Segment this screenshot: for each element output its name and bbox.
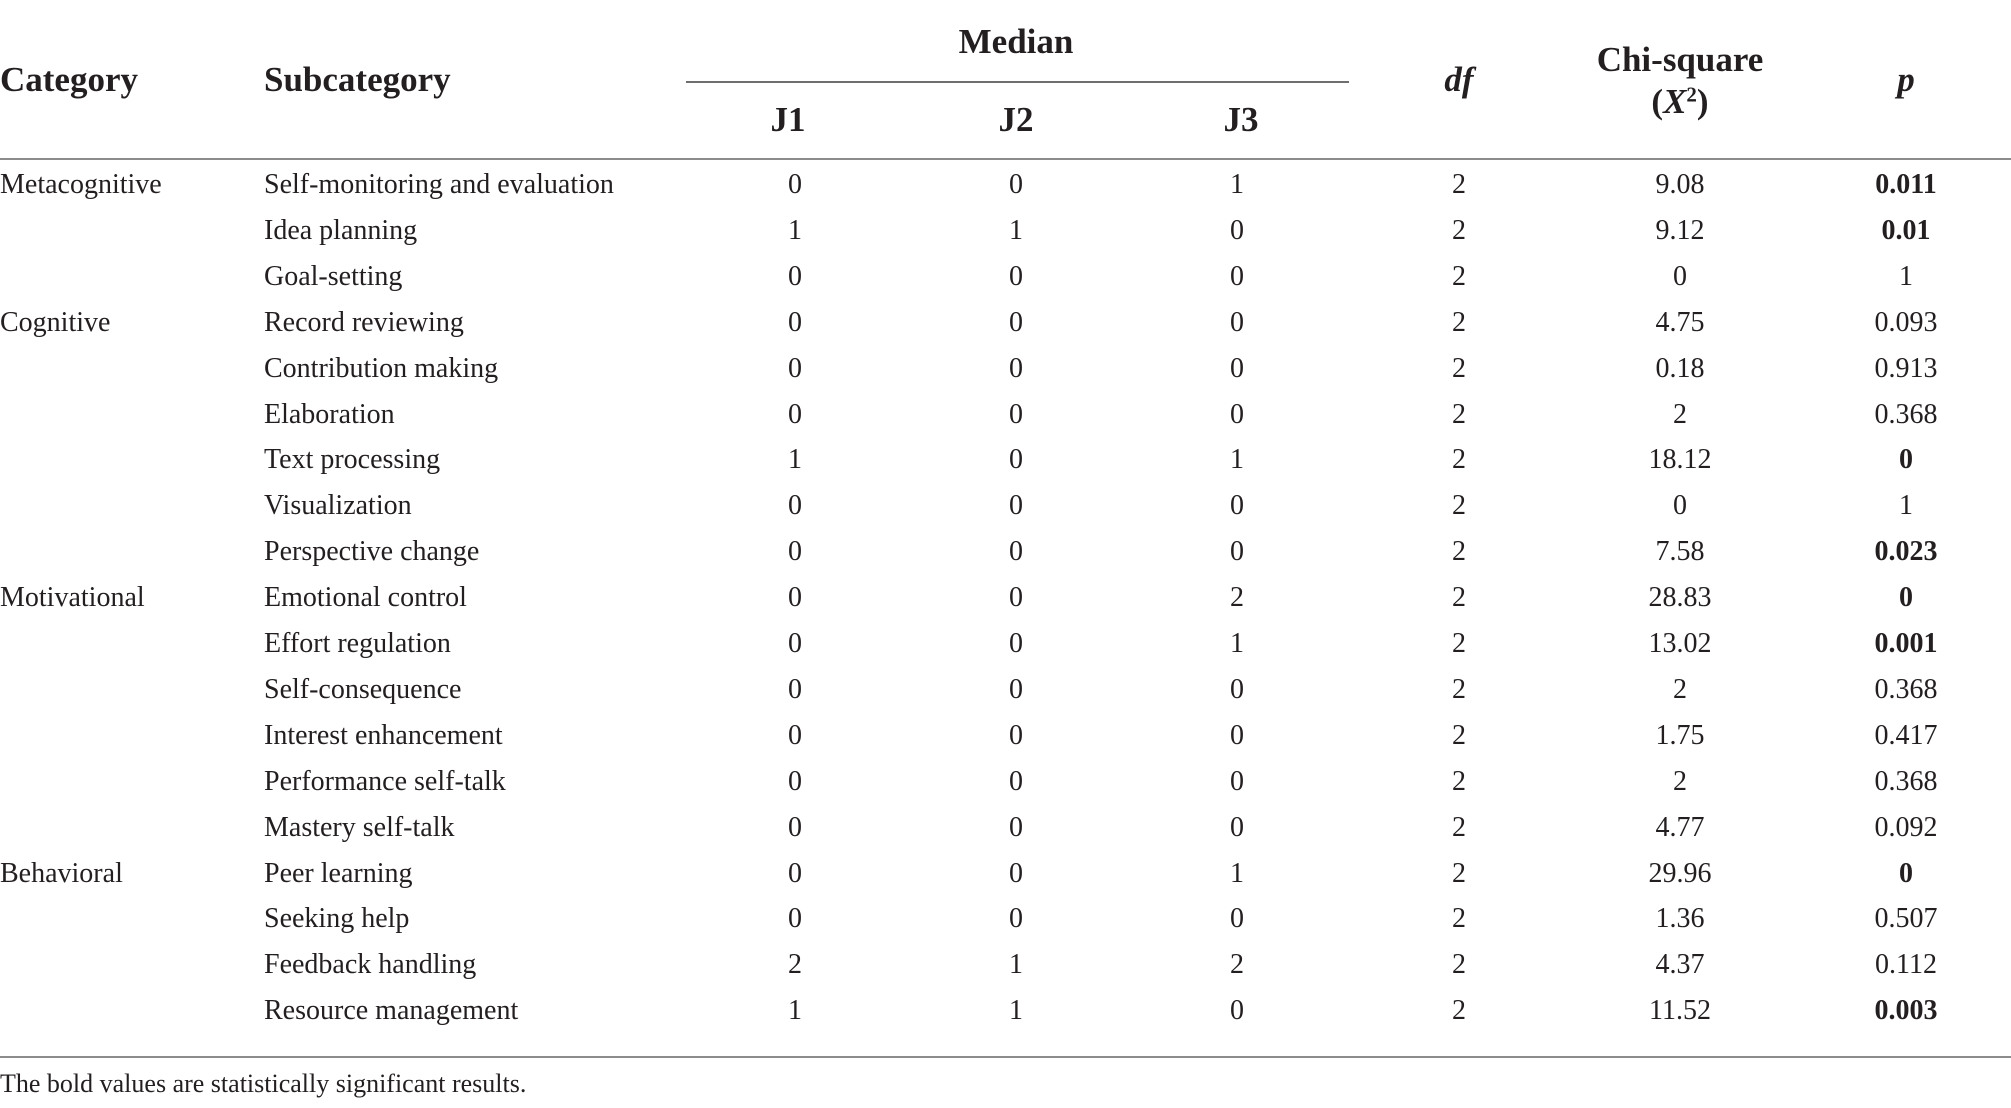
df-cell: 2 [1452,673,1466,705]
j2-cell: 0 [1009,673,1023,705]
j1-cell: 0 [788,536,802,568]
chi-square-cell: 11.52 [1649,995,1711,1027]
j2-cell: 0 [1009,169,1023,200]
p-value-cell: 0.093 [1874,306,1938,338]
header-chi-square-line2: $(X^2)$ [1651,82,1709,121]
table-row [0,851,2011,897]
subcategory-cell: Feedback handling [264,949,477,981]
df-cell: 2 [1452,811,1466,843]
chi-square-cell: 4.75 [1655,306,1705,338]
p-value-cell: 0.023 [1874,536,1938,568]
j1-cell: 0 [788,260,802,292]
p-value-cell: 0.507 [1874,903,1938,935]
j1-cell: 0 [788,352,802,384]
j3-cell: 0 [1230,398,1244,430]
category-cell: Cognitive [0,306,111,338]
j2-cell: 0 [1009,536,1023,568]
subcategory-cell: Interest enhancement [264,719,503,751]
subcategory-cell: Record reviewing [264,306,464,338]
subcategory-cell: Mastery self-talk [264,811,455,843]
p-value-cell: 0 [1899,857,1913,889]
chi-square-cell: 2 [1673,398,1687,430]
j3-cell: 1 [1230,857,1244,889]
j1-cell: 0 [788,719,802,751]
table-row [0,254,2011,300]
p-value-cell: 0 [1899,444,1913,476]
j3-cell: 0 [1230,673,1244,705]
subcategory-cell: Contribution making [264,352,499,384]
j1-cell: 0 [788,398,802,430]
df-cell: 2 [1452,949,1466,981]
table-row [0,300,2011,346]
chi-square-cell: 4.77 [1655,811,1705,843]
j2-cell: 0 [1009,260,1023,292]
p-value-cell: 0.001 [1874,628,1938,659]
subcategory-cell: Self-consequence [264,673,462,705]
chi-square-cell: 0 [1673,490,1687,522]
table-row [0,208,2011,254]
table-row [0,988,2011,1034]
j3-cell: 0 [1230,490,1244,522]
j3-cell: 1 [1230,444,1244,476]
subcategory-cell: Performance self-talk [264,765,506,797]
j2-cell: 0 [1009,857,1023,889]
header-j3: J3 [1223,100,1259,139]
p-value-cell: 0.112 [1875,949,1937,981]
df-cell: 2 [1452,903,1466,935]
j2-cell: 0 [1009,765,1023,797]
j3-cell: 0 [1230,260,1244,292]
df-cell: 2 [1452,169,1466,200]
j1-cell: 0 [788,306,802,338]
j2-cell: 0 [1009,582,1023,614]
chi-square-cell: 2 [1673,673,1687,705]
j1-cell: 0 [788,765,802,797]
p-value-cell: 0.913 [1874,352,1938,384]
j2-cell: 0 [1009,903,1023,935]
chi-square-cell: 7.58 [1655,536,1705,568]
chi-square-cell: 9.12 [1655,214,1705,246]
j3-cell: 0 [1230,995,1244,1027]
j2-cell: 0 [1009,490,1023,522]
header-j1: J1 [770,100,806,139]
header-median: Median [958,22,1074,61]
subcategory-cell: Peer learning [264,857,413,889]
df-cell: 2 [1452,398,1466,430]
p-value-cell: 0.368 [1874,673,1938,705]
subcategory-cell: Emotional control [264,582,467,614]
df-cell: 2 [1452,214,1466,246]
subcategory-cell: Elaboration [264,398,395,430]
j2-cell: 0 [1009,352,1023,384]
j2-cell: 0 [1009,306,1023,338]
j1-cell: 0 [788,582,802,614]
df-cell: 2 [1452,306,1466,338]
subcategory-cell: Idea planning [264,214,418,246]
header-p: p [1897,60,1915,99]
subcategory-cell: Text processing [264,444,441,476]
j3-cell: 2 [1230,949,1244,981]
df-cell: 2 [1452,444,1466,476]
j1-cell: 0 [788,811,802,843]
j3-cell: 1 [1230,169,1244,200]
df-cell: 2 [1452,857,1466,889]
chi-square-cell: 4.37 [1655,949,1705,981]
table-row [0,162,2011,208]
j3-cell: 0 [1230,903,1244,935]
subcategory-cell: Goal-setting [264,260,403,292]
j3-cell: 0 [1230,765,1244,797]
table-row [0,805,2011,851]
p-value-cell: 0.092 [1874,811,1938,843]
table-row [0,529,2011,575]
table-row [0,575,2011,621]
subcategory-cell: Resource management [264,995,519,1027]
df-cell: 2 [1452,260,1466,292]
j2-cell: 1 [1009,995,1023,1027]
chi-square-cell: 28.83 [1648,582,1712,614]
subcategory-cell: Visualization [264,490,412,522]
j2-cell: 0 [1009,628,1023,659]
j2-cell: 0 [1009,719,1023,751]
p-value-cell: 1 [1899,260,1913,292]
df-cell: 2 [1452,490,1466,522]
j1-cell: 0 [788,673,802,705]
header-category: Category [0,60,139,99]
j3-cell: 0 [1230,536,1244,568]
table-row [0,392,2011,438]
header-j2: J2 [998,100,1034,139]
p-value-cell: 0.368 [1874,765,1938,797]
j1-cell: 0 [788,490,802,522]
j1-cell: 0 [788,169,802,200]
p-value-cell: 0.01 [1881,214,1931,246]
category-cell: Metacognitive [0,169,162,200]
chi-square-cell: 13.02 [1648,628,1712,659]
j1-cell: 0 [788,628,802,659]
p-value-cell: 0 [1899,582,1913,614]
category-cell: Behavioral [0,857,123,889]
table-row [0,483,2011,529]
table-row [0,942,2011,988]
median-underline [686,81,1349,83]
df-cell: 2 [1452,582,1466,614]
j3-cell: 0 [1230,214,1244,246]
df-cell: 2 [1452,536,1466,568]
j2-cell: 0 [1009,811,1023,843]
p-value-cell: 0.011 [1875,169,1937,200]
p-value-cell: 0.003 [1874,995,1938,1027]
p-value-cell: 1 [1899,490,1913,522]
j1-cell: 0 [788,857,802,889]
subcategory-cell: Seeking help [264,903,410,935]
header-bottom-rule [0,158,2011,160]
chi-square-cell: 1.36 [1655,903,1705,935]
table-row [0,346,2011,392]
table-row [0,713,2011,759]
j1-cell: 1 [788,214,802,246]
df-cell: 2 [1452,765,1466,797]
chi-square-cell: 1.75 [1655,719,1705,751]
subcategory-cell: Effort regulation [264,628,451,659]
table-row [0,759,2011,805]
j3-cell: 0 [1230,719,1244,751]
j1-cell: 2 [788,949,802,981]
j3-cell: 2 [1230,582,1244,614]
subcategory-cell: Self-monitoring and evaluation [264,169,614,200]
header-df: df [1444,60,1474,99]
j3-cell: 0 [1230,352,1244,384]
j1-cell: 0 [788,903,802,935]
table-row [0,896,2011,942]
j2-cell: 0 [1009,444,1023,476]
j3-cell: 0 [1230,306,1244,338]
df-cell: 2 [1452,719,1466,751]
table-row [0,437,2011,483]
chi-square-cell: 0 [1673,260,1687,292]
j1-cell: 1 [788,995,802,1027]
j3-cell: 1 [1230,628,1244,659]
chi-square-cell: 2 [1673,765,1687,797]
j1-cell: 1 [788,444,802,476]
df-cell: 2 [1452,352,1466,384]
header-chi-square-line1: Chi-square [1596,40,1764,79]
subcategory-cell: Perspective change [264,536,480,568]
table-row [0,621,2011,667]
chi-square-cell: 0.18 [1655,352,1705,384]
category-cell: Motivational [0,582,145,614]
j3-cell: 0 [1230,811,1244,843]
chi-square-cell: 18.12 [1648,444,1712,476]
j2-cell: 0 [1009,398,1023,430]
table-bottom-rule [0,1056,2011,1058]
p-value-cell: 0.368 [1874,398,1938,430]
j2-cell: 1 [1009,214,1023,246]
chi-square-cell: 9.08 [1655,169,1705,200]
j2-cell: 1 [1009,949,1023,981]
footnote: The bold values are statistically significant results. [0,1069,527,1098]
df-cell: 2 [1452,995,1466,1027]
chi-square-cell: 29.96 [1648,857,1712,889]
p-value-cell: 0.417 [1874,719,1938,751]
df-cell: 2 [1452,628,1466,659]
table-row [0,667,2011,713]
header-subcategory: Subcategory [264,60,451,99]
